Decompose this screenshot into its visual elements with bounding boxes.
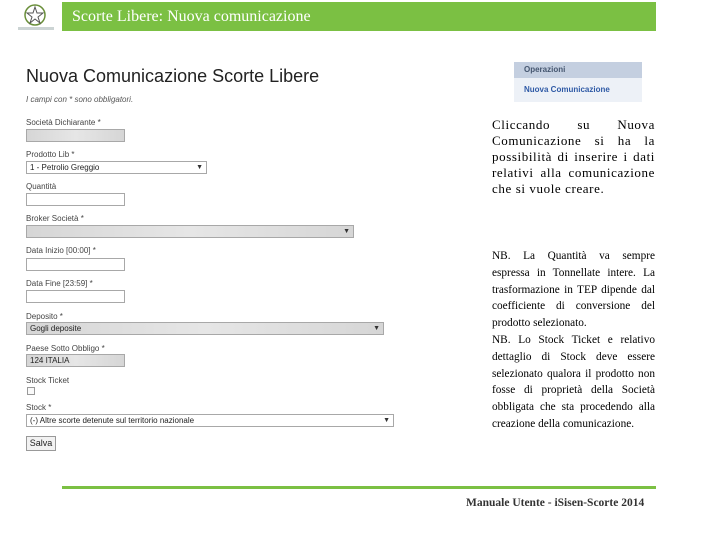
description-intro: Cliccando su Nuova Comunicazione si ha la possibilità di inserire i dati relativi alla comunicazione che si vuole creare.	[492, 117, 655, 196]
chevron-down-icon: ▼	[196, 164, 203, 171]
data-inizio-input[interactable]	[26, 258, 125, 271]
form-subtitle: I campi con * sono obbligatori.	[26, 95, 134, 104]
deposito-select[interactable]	[26, 322, 384, 335]
description-notes	[492, 248, 655, 433]
note-quantita: NB. La Quantità va sempre espressa in Tonnellate intere. La trasformazione in TEP dipende dal coefficiente di conversione del prodotto selezionato.	[492, 250, 655, 330]
stock-ticket-label: Stock Ticket	[26, 376, 70, 385]
paese-label: Paese Sotto Obbligo *	[26, 344, 105, 353]
save-button[interactable]: Salva	[26, 436, 56, 451]
emblem-icon	[22, 3, 48, 29]
prodotto-label: Prodotto Lib *	[26, 150, 75, 159]
prodotto-value: 1 - Petrolio Greggio	[30, 163, 100, 172]
data-fine-label: Data Fine [23:59] *	[26, 279, 93, 288]
operations-panel	[514, 62, 642, 102]
paese-value: 124 ITALIA	[30, 356, 70, 365]
quantita-input[interactable]	[26, 193, 125, 206]
quantita-label: Quantità	[26, 182, 57, 191]
form-title: Nuova Comunicazione Scorte Libere	[26, 66, 320, 86]
header-bar	[62, 2, 656, 31]
societa-label: Società Dichiarante *	[26, 118, 101, 127]
note-stock-ticket: NB. Lo Stock Ticket e relativo dettaglio di Stock deve essere selezionato qualora il prodotto non fosse di proprietà della Società obbligata che sta procedendo alla creazione della comunicazione.	[492, 333, 655, 430]
societa-field[interactable]	[26, 129, 125, 142]
nuova-comunicazione-link[interactable]: Nuova Comunicazione	[524, 85, 610, 94]
logo-caption	[18, 27, 54, 30]
chevron-down-icon: ▼	[383, 417, 390, 424]
footer-divider	[62, 486, 656, 489]
stock-select[interactable]	[26, 414, 394, 427]
footer-text: Manuale Utente - iSisen-Scorte 2014	[466, 497, 645, 509]
paese-select[interactable]	[26, 354, 125, 367]
chevron-down-icon: ▼	[343, 228, 350, 235]
data-fine-input[interactable]	[26, 290, 125, 303]
prodotto-select[interactable]	[26, 161, 207, 174]
operations-header: Operazioni	[514, 62, 642, 78]
data-inizio-label: Data Inizio [00:00] *	[26, 246, 96, 255]
stock-value: (-) Altre scorte detenute sul territorio nazionale	[30, 416, 195, 425]
stock-label: Stock *	[26, 403, 52, 412]
broker-label: Broker Società *	[26, 214, 84, 223]
deposito-label: Deposito *	[26, 312, 63, 321]
stock-ticket-checkbox[interactable]	[27, 387, 35, 395]
chevron-down-icon: ▼	[373, 325, 380, 332]
deposito-value: Gogli deposite	[30, 324, 82, 333]
broker-select[interactable]	[26, 225, 354, 238]
page-title: Scorte Libere: Nuova comunicazione	[72, 8, 311, 25]
